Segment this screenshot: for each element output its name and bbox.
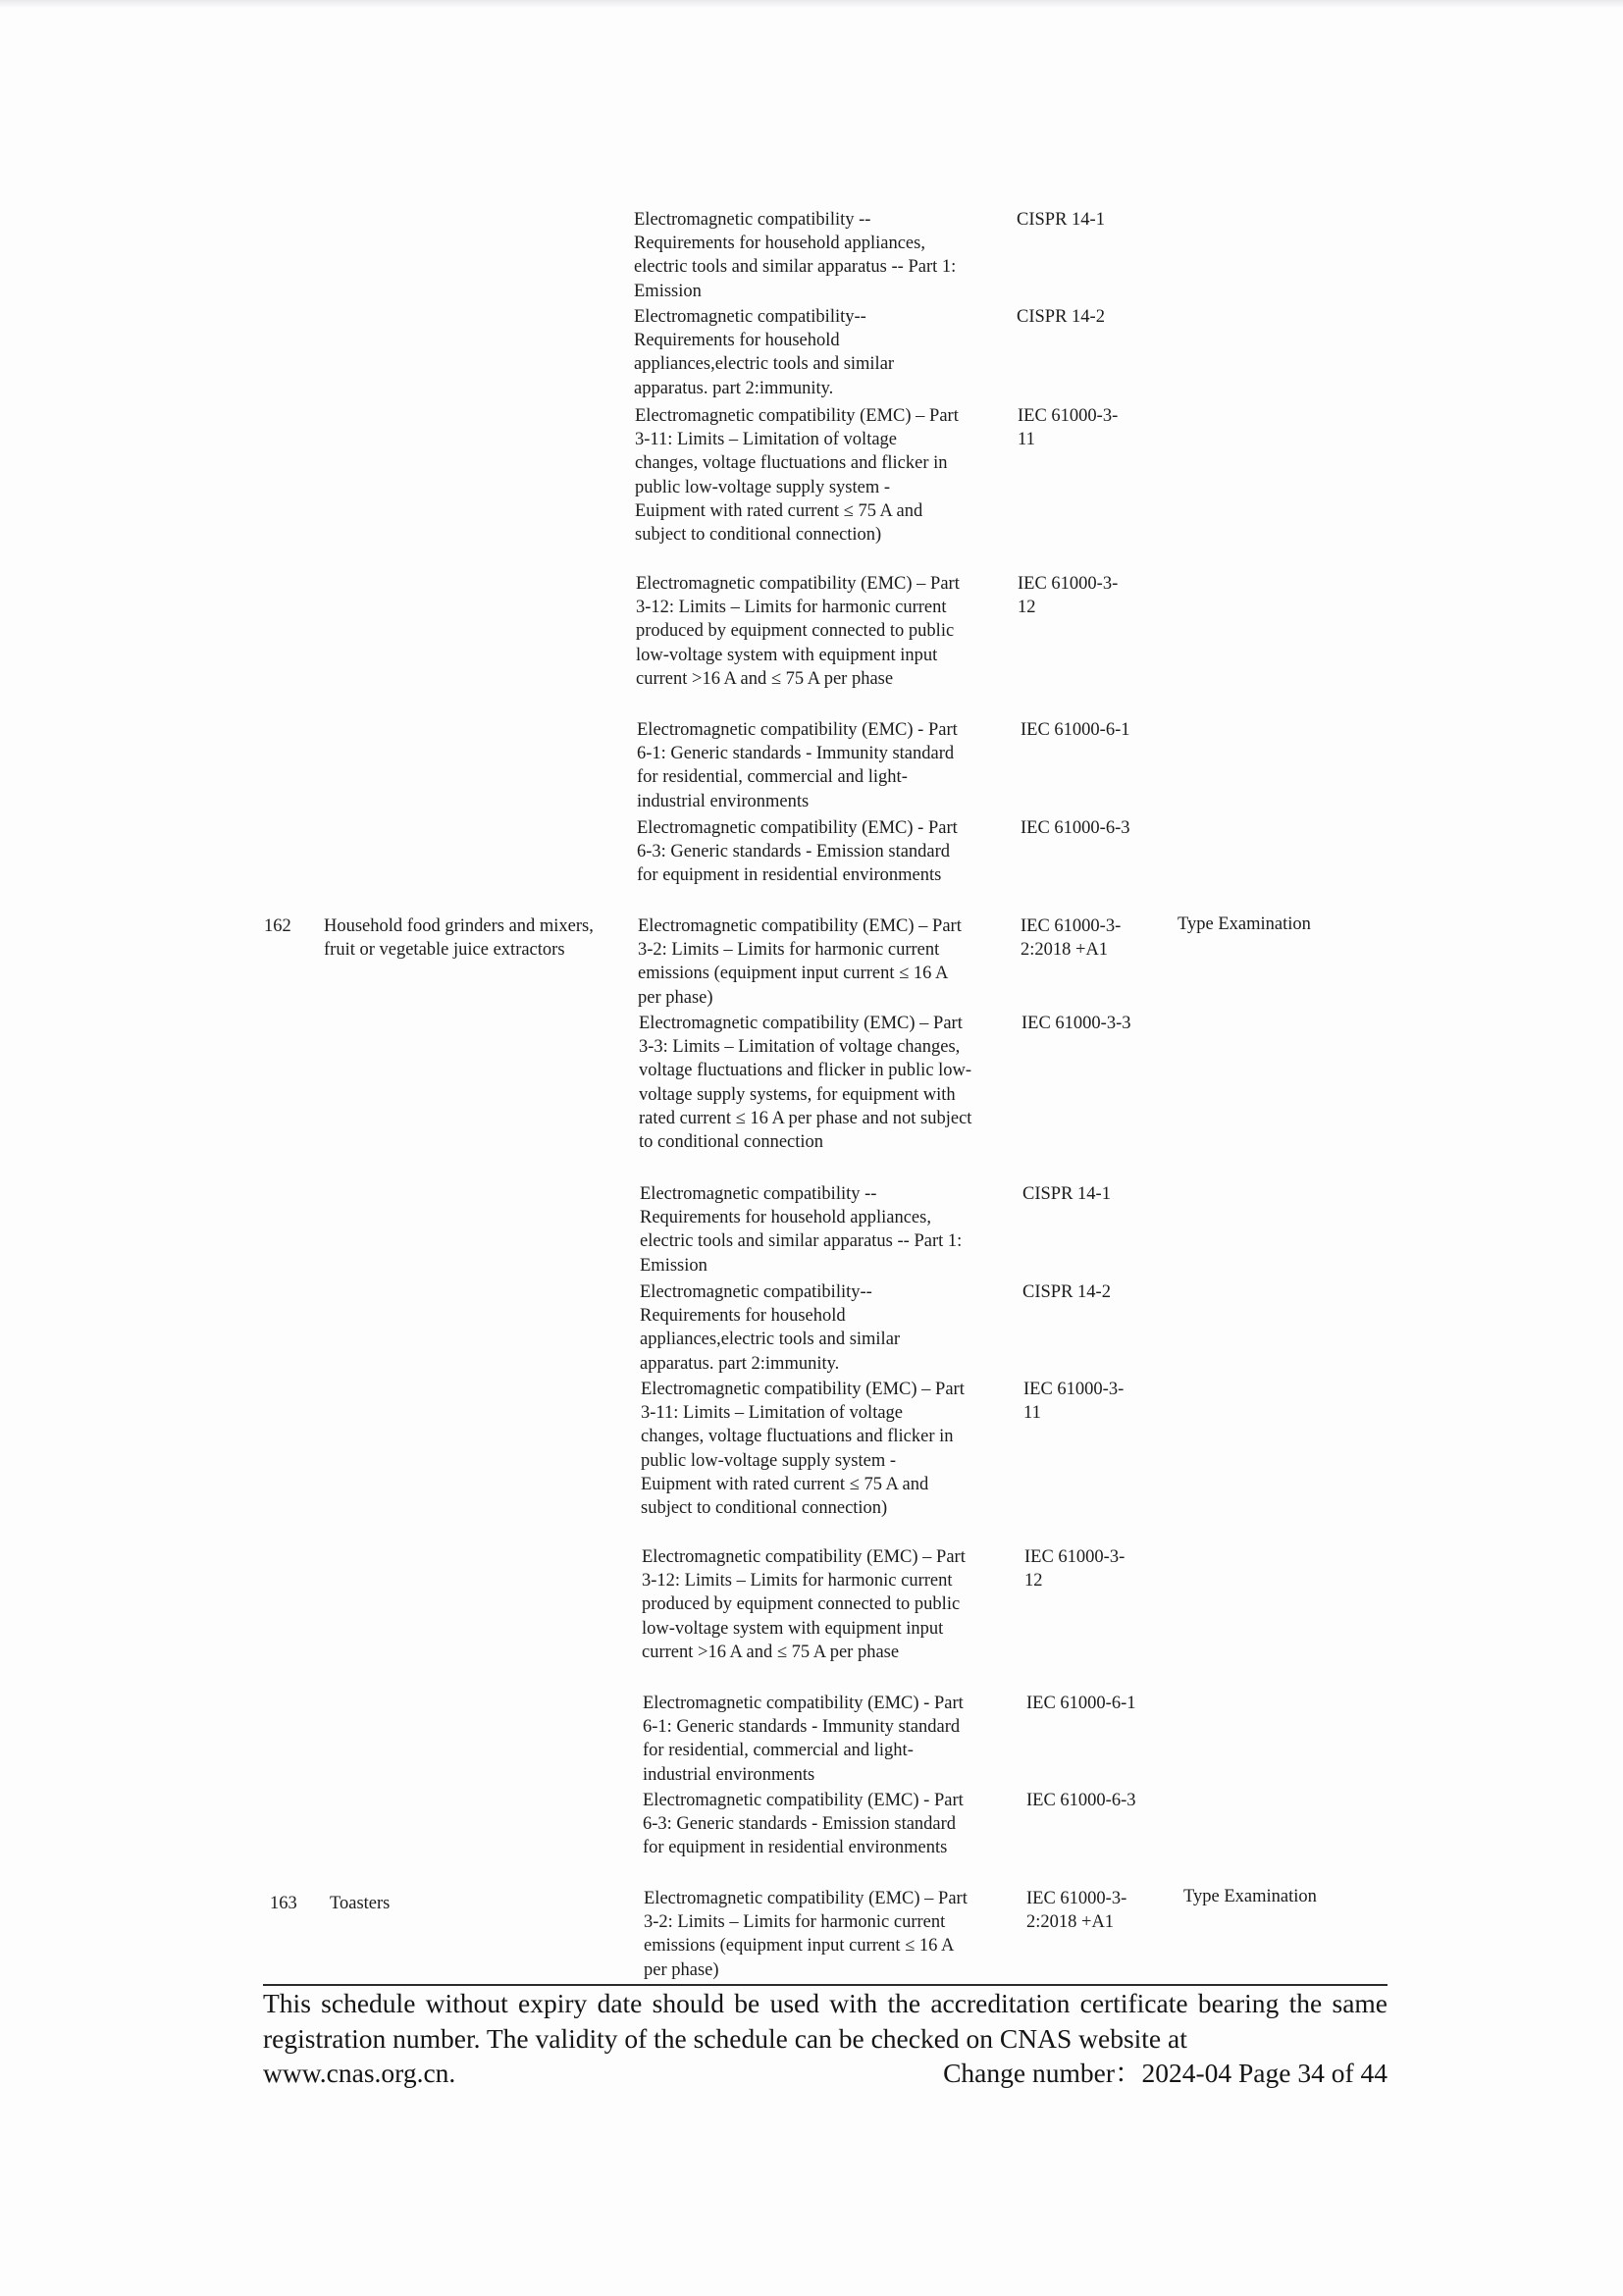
test-method: Type Examination xyxy=(1178,914,1311,934)
standard-code: IEC 61000-3-12 xyxy=(1018,574,1119,618)
standard-code: IEC 61000-6-3 xyxy=(1021,818,1130,838)
item-number: 163 xyxy=(270,1894,297,1913)
standard-title: Electromagnetic compatibility (EMC) - Part 6-3: Generic standards - Emission standard for equipment in residential environments xyxy=(637,818,958,886)
standard-title: Electromagnetic compatibility -- Requirements for household appliances, electric tools and similar apparatus -- Part 1: Emission xyxy=(634,210,957,301)
standard-title: Electromagnetic compatibility (EMC) – Part 3-2: Limits – Limits for harmonic current emissions (equipment input current ≤ 16 A per phase) xyxy=(638,916,962,1008)
footer-change-number: Change number：2024-04 Page 34 of 44 xyxy=(943,2058,1387,2088)
standard-title: Electromagnetic compatibility-- Requirements for household appliances,electric tools and similar apparatus. part 2:immunity. xyxy=(640,1282,901,1374)
standard-title: Electromagnetic compatibility-- Requirements for household appliances,electric tools and similar apparatus. part 2:immunity. xyxy=(634,307,895,398)
standard-code: IEC 61000-3-12 xyxy=(1024,1547,1126,1592)
standard-title: Electromagnetic compatibility (EMC) - Part 6-1: Generic standards - Immunity standard for residential, commercial and light-industrial environments xyxy=(643,1694,964,1785)
standard-code: CISPR 14-2 xyxy=(1017,307,1105,327)
standard-title: Electromagnetic compatibility (EMC) – Part 3-12: Limits – Limits for harmonic current produced by equipment connected to public low-voltage system with equipment input current >16 A and ≤ 75 A per phase xyxy=(642,1547,966,1662)
standard-title: Electromagnetic compatibility (EMC) – Part 3-2: Limits – Limits for harmonic current emissions (equipment input current ≤ 16 A per phase) xyxy=(644,1889,968,1980)
standard-code: CISPR 14-1 xyxy=(1022,1184,1111,1204)
standard-code: IEC 61000-3-2:2018 +A1 xyxy=(1026,1889,1127,1933)
standard-title: Electromagnetic compatibility (EMC) – Part 3-12: Limits – Limits for harmonic current produced by equipment connected to public low-voltage system with equipment input current >16 A and ≤ 75 A per phase xyxy=(636,574,960,689)
standard-code: IEC 61000-6-1 xyxy=(1021,720,1130,740)
product-name: Toasters xyxy=(330,1894,391,1913)
item-number: 162 xyxy=(264,916,291,936)
standard-code: IEC 61000-6-3 xyxy=(1026,1791,1136,1810)
test-method: Type Examination xyxy=(1183,1887,1317,1906)
standard-title: Electromagnetic compatibility (EMC) - Part 6-1: Generic standards - Immunity standard for residential, commercial and light-industrial environments xyxy=(637,720,958,811)
page-footer xyxy=(263,1986,1387,2091)
standard-code: IEC 61000-3-2:2018 +A1 xyxy=(1021,916,1122,961)
standard-code: CISPR 14-2 xyxy=(1022,1282,1111,1302)
footer-statement: This schedule without expiry date should be used with the accreditation certificate bearing the same registration number. The validity of the schedule can be checked on CNAS website at xyxy=(263,1988,1387,2054)
standard-code: CISPR 14-1 xyxy=(1017,210,1105,230)
standard-code: IEC 61000-6-1 xyxy=(1026,1694,1136,1713)
standard-code: IEC 61000-3-3 xyxy=(1021,1014,1131,1033)
standard-title: Electromagnetic compatibility (EMC) - Part 6-3: Generic standards - Emission standard for equipment in residential environments xyxy=(643,1791,964,1858)
footer-website: www.cnas.org.cn. xyxy=(263,2058,456,2088)
standard-title: Electromagnetic compatibility (EMC) – Part 3-3: Limits – Limitation of voltage changes, voltage fluctuations and flicker in public low-voltage supply systems, for equipment with rated current ≤ 16 A per phase and not subject to conditional connection xyxy=(639,1014,972,1153)
standard-title: Electromagnetic compatibility -- Requirements for household appliances, electric tools and similar apparatus -- Part 1: Emission xyxy=(640,1184,963,1276)
standard-code: IEC 61000-3-11 xyxy=(1023,1380,1125,1424)
product-name: Household food grinders and mixers, fruit or vegetable juice extractors xyxy=(324,916,594,961)
standard-title: Electromagnetic compatibility (EMC) – Part 3-11: Limits – Limitation of voltage changes, voltage fluctuations and flicker in public low-voltage supply system - Euipment with rated current ≤ 75 A and subject to conditional connection) xyxy=(635,406,959,546)
standard-code: IEC 61000-3-11 xyxy=(1018,406,1119,450)
footer-last-line xyxy=(263,2056,1387,2091)
page-top-edge xyxy=(0,0,1623,8)
standard-title: Electromagnetic compatibility (EMC) – Part 3-11: Limits – Limitation of voltage changes, voltage fluctuations and flicker in public low-voltage supply system - Euipment with rated current ≤ 75 A and subject to conditional connection) xyxy=(641,1380,965,1519)
